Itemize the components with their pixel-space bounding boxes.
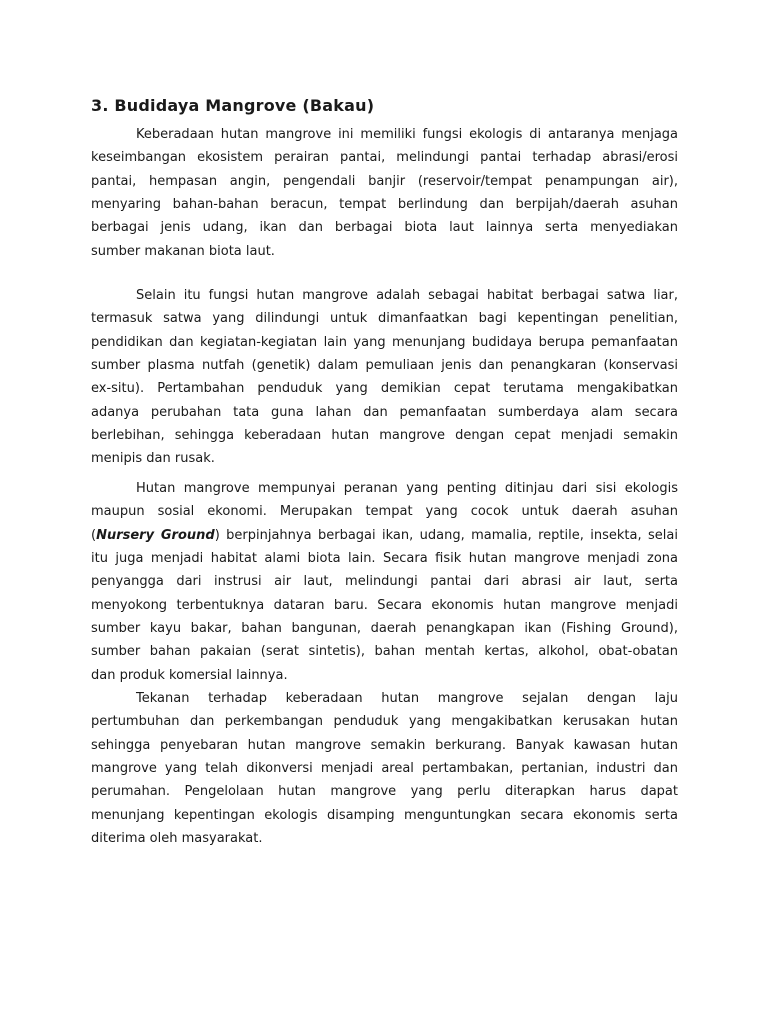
text-segment: Tekanan terhadap keberadaan hutan mangrove sejalan dengan laju (136, 691, 678, 706)
text-line (91, 687, 678, 710)
text-line (91, 547, 678, 570)
text-segment: menunjang kepentingan ekologis disamping menguntungkan secara ekonomis serta (91, 807, 678, 823)
text-line (91, 827, 678, 850)
paragraph-1 (91, 123, 678, 263)
text-segment: itu juga menjadi habitat alami biota lain. Secara fisik hutan mangrove menjadi zona (91, 551, 678, 567)
text-line (91, 146, 678, 169)
text-segment: menyaring bahan-bahan beracun, tempat berlindung dan berpijah/daerah asuhan (91, 197, 678, 213)
paragraph-4 (91, 687, 678, 850)
text-segment: mangrove yang telah dikonversi menjadi areal pertambakan, pertanian, industri dan (91, 761, 678, 777)
text-segment: menipis dan rusak. (91, 451, 215, 467)
text-line (91, 377, 678, 400)
text-segment: ) berpinjahnya berbagai ikan, udang, mamalia, reptile, insekta, selai (214, 527, 678, 543)
text-line (91, 500, 678, 523)
text-line (91, 123, 678, 146)
text-line (91, 804, 678, 827)
text-line (91, 331, 678, 354)
text-segment: pendidikan dan kegiatan-kegiatan lain yang menunjang budidaya berupa pemanfaatan (91, 334, 678, 350)
text-segment: sumber kayu bakar, bahan bangunan, daerah penangkapan ikan (Fishing Ground), (91, 621, 678, 637)
text-line (91, 734, 678, 757)
emphasized-term: Nursery Ground (96, 527, 215, 543)
text-segment: termasuk satwa yang dilindungi untuk dimanfaatkan bagi kepentingan penelitian, (91, 311, 678, 327)
text-segment: ( (91, 527, 97, 543)
text-segment: penyangga dari instrusi air laut, melindungi pantai dari abrasi air laut, serta (91, 574, 678, 590)
text-line (91, 354, 678, 377)
text-line (91, 170, 678, 193)
text-line (91, 284, 678, 307)
text-line (91, 710, 678, 733)
text-line (91, 570, 678, 593)
text-line (91, 780, 678, 803)
text-line (91, 401, 678, 424)
text-line (91, 424, 678, 447)
text-segment: ex-situ). Pertambahan penduduk yang demikian cepat terutama mengakibatkan (91, 381, 678, 397)
text-segment: pantai, hempasan angin, pengendali banjir (reservoir/tempat penampungan air), (91, 173, 678, 189)
paragraph-2 (91, 284, 678, 471)
text-line (91, 757, 678, 780)
text-line (91, 240, 678, 263)
text-segment: menyokong terbentuknya dataran baru. Secara ekonomis hutan mangrove menjadi (91, 597, 678, 613)
text-segment: dan produk komersial lainnya. (91, 667, 288, 683)
text-line (91, 477, 678, 500)
text-segment: sumber makanan biota laut. (91, 243, 275, 259)
text-segment: Hutan mangrove mempunyai peranan yang penting ditinjau dari sisi ekologis (136, 481, 678, 496)
text-segment: sumber bahan pakaian (serat sintetis), bahan mentah kertas, alkohol, obat-obatan (91, 644, 678, 660)
text-segment: sehingga penyebaran hutan mangrove semakin berkurang. Banyak kawasan hutan (91, 737, 678, 753)
text-line (91, 594, 678, 617)
text-segment: perumahan. Pengelolaan hutan mangrove yang perlu diterapkan harus dapat (91, 784, 678, 800)
section-title: 3. Budidaya Mangrove (Bakau) (91, 96, 375, 115)
text-line (91, 307, 678, 330)
text-segment: pertumbuhan dan perkembangan penduduk yang mengakibatkan kerusakan hutan (91, 714, 678, 730)
text-line (91, 640, 678, 663)
text-line (91, 617, 678, 640)
paragraph-3 (91, 477, 678, 687)
text-line (91, 524, 678, 547)
text-segment: keseimbangan ekosistem perairan pantai, melindungi pantai terhadap abrasi/erosi (91, 150, 678, 166)
text-segment: sumber plasma nutfah (genetik) dalam pemuliaan jenis dan penangkaran (konservasi (91, 358, 678, 374)
text-segment: berlebihan, sehingga keberadaan hutan mangrove dengan cepat menjadi semakin (91, 428, 678, 444)
text-line (91, 447, 678, 470)
text-segment: adanya perubahan tata guna lahan dan pemanfaatan sumberdaya alam secara (91, 404, 678, 420)
text-line (91, 216, 678, 239)
text-line (91, 193, 678, 216)
text-segment: diterima oleh masyarakat. (91, 831, 263, 847)
text-segment: maupun sosial ekonomi. Merupakan tempat yang cocok untuk daerah asuhan (91, 504, 678, 520)
text-segment: Keberadaan hutan mangrove ini memiliki fungsi ekologis di antaranya menjaga (136, 127, 678, 142)
text-segment: Selain itu fungsi hutan mangrove adalah sebagai habitat berbagai satwa liar, (136, 288, 678, 303)
text-line (91, 664, 678, 687)
text-segment: berbagai jenis udang, ikan dan berbagai biota laut lainnya serta menyediakan (91, 220, 678, 236)
